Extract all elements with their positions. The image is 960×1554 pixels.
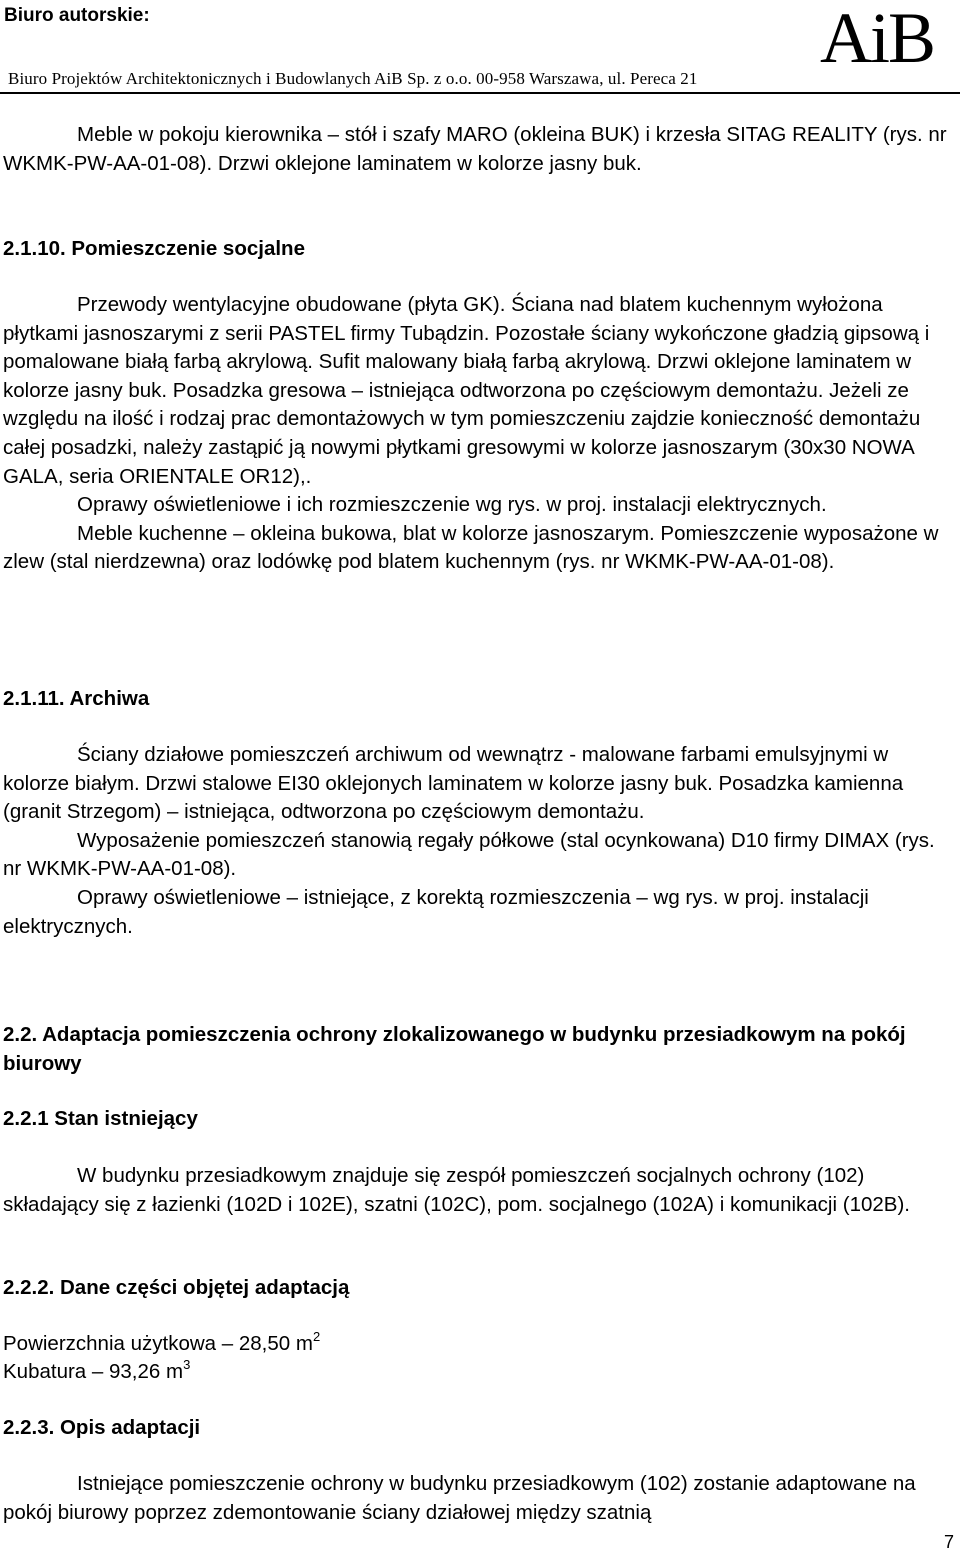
- heading-2-1-10: 2.1.10. Pomieszczenie socjalne: [3, 237, 305, 260]
- heading-2-2-1: 2.2.1 Stan istniejący: [3, 1107, 198, 1130]
- paragraph-archiwa-2: Wyposażenie pomieszczeń stanowią regały półkowe (stal ocynkowana) D10 firmy DIMAX (rys. nr WKMK-PW-AA-01-08).: [3, 828, 935, 881]
- section-socjalne: [3, 291, 958, 577]
- heading-2-2-2: 2.2.2. Dane części objętej adaptacją: [3, 1276, 350, 1299]
- volume-text: Kubatura – 93,26 m: [3, 1360, 184, 1383]
- volume-line: [3, 1358, 958, 1387]
- volume-exponent: 3: [183, 1357, 191, 1372]
- area-text: Powierzchnia użytkowa – 28,50 m: [3, 1332, 313, 1355]
- header-rule: [0, 92, 960, 94]
- paragraph-archiwa-1: Ściany działowe pomieszczeń archiwum od wewnątrz - malowane farbami emulsyjnymi w kolorze białym. Drzwi stalowe EI30 oklejonych laminatem w kolorze jasny buk. Posadzka kamienna (granit Strzegom) – istniejąca, odtworzona po częściowym demontażu.: [3, 743, 904, 824]
- paragraph-archiwa-3: Oprawy oświetleniowe – istniejące, z korektą rozmieszczenia – wg rys. w proj. instalacji elektrycznych.: [3, 885, 869, 938]
- area-exponent: 2: [312, 1329, 321, 1344]
- paragraph-opis-adaptacji: Istniejące pomieszczenie ochrony w budynku przesiadkowym (102) zostanie adaptowane na pokój biurowy poprzez zdemontowanie ściany działowej między szatnią: [3, 1472, 916, 1524]
- header-subtitle: Biuro Projektów Architektonicznych i Budowlanych AiB Sp. z o.o. 00-958 Warszawa, ul. Pereca 21: [8, 69, 698, 88]
- area-line: [3, 1330, 958, 1359]
- paragraph-socjalne-3: Meble kuchenne – okleina bukowa, blat w kolorze jasnoszarym. Pomieszczenie wyposażone w zlew (stal nierdzewna) oraz lodówkę pod blatem kuchennym (rys. nr WKMK-PW-AA-01-08).: [3, 521, 939, 574]
- paragraph-socjalne-2: Oprawy oświetleniowe i ich rozmieszczenie wg rys. w proj. instalacji elektrycznych.: [77, 493, 827, 517]
- heading-2-1-11: 2.1.11. Archiwa: [3, 687, 150, 710]
- paragraph-meble-kierownik: Meble w pokoju kierownika – stół i szafy MARO (okleina BUK) i krzesła SITAG REALITY (rys. nr WKMK-PW-AA-01-08). Drzwi oklejone laminatem w kolorze jasny buk.: [3, 123, 947, 175]
- heading-2-2-3: 2.2.3. Opis adaptacji: [3, 1416, 201, 1439]
- paragraph-socjalne-1: Przewody wentylacyjne obudowane (płyta GK). Ściana nad blatem kuchennym wyłożona płytkami jasnoszarymi z serii PASTEL firmy Tubądzin. Pozostałe ściany wykończone gładzią gipsową i pomalowane białą farbą akrylową. Sufit malowany białą farbą akrylową. Drzwi oklejone laminatem w kolorze jasny buk. Posadzka gresowa – istniejąca odtworzona po częściowym demontażu. Jeżeli ze względu na ilość i rodzaj prac demontażowych w tym pomieszczeniu zajdzie konieczność demontażu całej posadzki, należy zastąpić ją nowymi płytkami gresowymi w kolorze jasnoszarym (30x30 NOWA GALA, seria ORIENTALE OR12),.: [3, 293, 930, 488]
- company-logo: AiB: [820, 0, 935, 78]
- section-archiwa: [3, 741, 958, 941]
- page-number: 7: [943, 1532, 954, 1552]
- heading-2-2: 2.2. Adaptacja pomieszczenia ochrony zlokalizowanego w budynku przesiadkowym na pokój biurowy: [3, 1023, 906, 1075]
- paragraph-stan-istniejacy: W budynku przesiadkowym znajduje się zespół pomieszczeń socjalnych ochrony (102) składający się z łazienki (102D i 102E), szatni (102C), pom. socjalnego (102A) i komunikacji (102B).: [3, 1164, 910, 1216]
- header-title: Biuro autorskie:: [4, 5, 150, 26]
